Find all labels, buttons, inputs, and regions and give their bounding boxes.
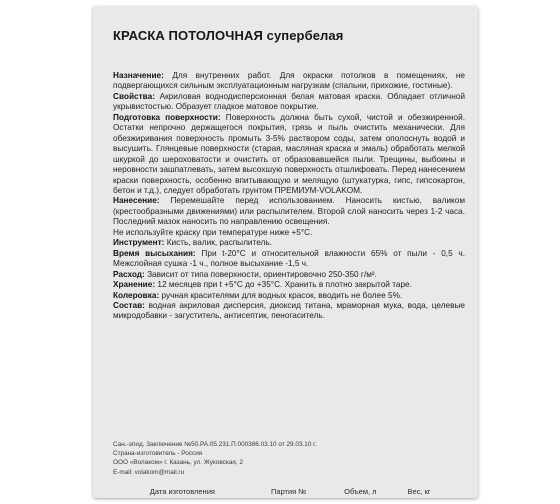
label-title: КРАСКА ПОТОЛОЧНАЯ супербелая [113,28,344,43]
header-volume: Объем, л [344,487,377,496]
batch-info-table [113,487,444,498]
section-consumption [113,270,465,280]
section-label: Расход: [113,269,145,279]
section-text: Перемешайте перед использованием. Наносить кистью, валиком (крестообразными движениями) или распылителем. Второй слой наносить через 1-2 часа. Последний мазок наносить по направлению освещения. Не используйте краску при температуре ниже +5°С. [113,196,466,237]
section-label: Состав: [113,300,145,310]
section-drying-time [113,249,465,270]
table-header-row [114,487,444,498]
section-label: Колеровка: [113,290,160,300]
section-label: Нанесение: [113,196,160,206]
section-application [113,196,465,238]
section-label: Назначение: [113,71,164,80]
section-text: Акриловая воднодисперсионная белая матовая краска. Обладает отличной укрывистостью. Образует гладкое матовое покрытие. [113,91,465,112]
country-line: Страна-изготовитель - Россия [113,450,203,458]
certificate-line: Сан.-эпид. Заключение №50.РА.05.231.П.000386.03.10 от 29.03.10 г. [113,441,317,448]
header-manufacture-date: Дата изготовления [149,487,215,496]
manufacturer-info [113,440,463,477]
section-label: Время высыхания: [113,248,196,258]
section-text: водная акриловая дисперсия, диоксид титана, мраморная мука, вода, целевые микродобавки - загуститель, антисептик, пеногаситель. [113,300,465,321]
section-composition [113,301,465,322]
section-purpose [113,71,465,92]
section-preparation [113,113,465,197]
header-batch-number: Партия № [270,487,307,496]
header-weight: Вес, кг [407,487,431,496]
section-label: Подготовка поверхности: [113,112,221,122]
section-text: ручная красителями для водных красок, вводить не более 5%. [161,290,403,300]
section-storage [113,280,465,290]
section-text: Для внутренних работ. Для окраски потолков в помещениях, не подвергающихся сильным эксплуатационным нагрузкам (спальни, прихожие, гостиные). [113,71,466,91]
section-label: Хранение: [113,280,156,290]
section-label: Свойства: [113,91,155,101]
section-text: Зависит от типа поверхности, ориентировочно 250-350 г/м². [147,269,377,279]
section-properties [113,92,465,113]
email-line: E-mail: volakom@mail.ru [113,468,185,476]
label-body [113,71,465,322]
section-tinting [113,291,465,301]
section-text: При t-20°С и относительной влажности 65% от пыли - 0,5 ч. Межслойная сушка -1 ч., полное высыхание -1,5 ч. [113,248,465,269]
label-sheet [93,6,478,498]
section-text: 12 месяцев при t +5°С до +35°С. Хранить в плотно закрытой таре. [157,280,412,290]
section-text: Кисть, валик, распылитель. [166,238,272,248]
section-label: Инструмент: [113,238,165,248]
section-text: Поверхность должна быть сухой, чистой и обезжиренной. Остатки непрочно держащегося покрытия, грязь и пыль очистить механически. Для обезжиривания поверхность промыть 3-5% раствором соды, затем ополоснуть водой и высушить. Глянцевые поверхности (старая, масляная краска и эмаль) обработать мелкой шкуркой до шероховатости и очистить от образовавшейся пыли. Трещины, выбоины и неровности зашпатлевать, затем высохшую поверхность отшлифовать. Перед нанесением краски поверхность, особенно впитывающую и мелящую (штукатурка, гипс, гипсокартон, бетон и т.д.), следует обработать грунтом ПРЕМИУМ-VOLAKOM. [113,112,466,195]
address-line: ООО «Волаком» г. Казань, ул. Жуковская, 2 [113,459,243,467]
section-tools [113,238,465,248]
